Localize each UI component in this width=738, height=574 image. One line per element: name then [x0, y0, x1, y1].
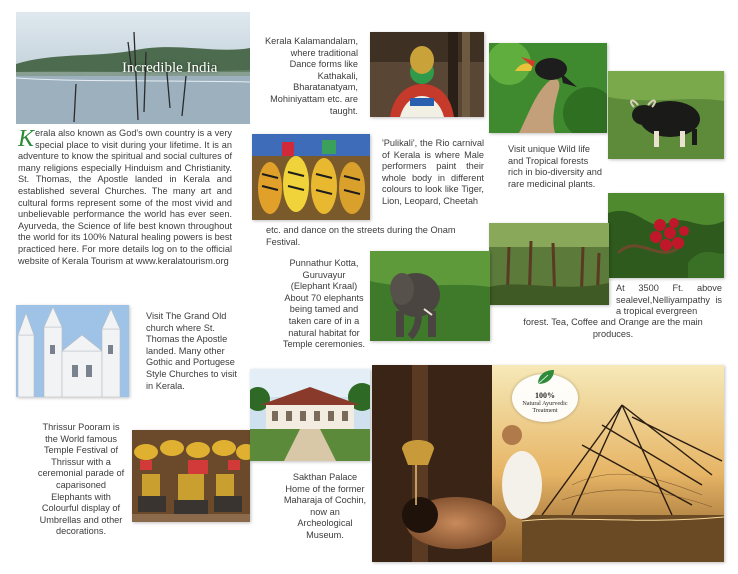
- natural-ayurvedic-badge: [512, 374, 578, 422]
- pulikali-caption-cont: etc. and dance on the streets during the Onam Festival.: [266, 225, 456, 247]
- badge-line3: Treatment: [532, 407, 558, 414]
- hero-title: Incredible India: [122, 60, 218, 76]
- bison-photo: [608, 71, 724, 159]
- coffee-beans-photo: [608, 193, 724, 278]
- sakthan-palace-photo: [250, 369, 370, 461]
- punnathur-caption: Punnathur Kotta, Guruvayur (Elephant Kraal) About 70 elephants being tamed and taken care of in a natural habitat for Temple ceremonies.: [282, 258, 366, 350]
- ayurveda-fishing-nets-photo: [372, 365, 724, 562]
- church-photo: [16, 305, 129, 397]
- nelliyampathy-caption: At 3500 Ft. above sealevel,Nelliyampathy is a tropical evergreen: [616, 283, 722, 317]
- nelliyampathy-caption-cont: forest. Tea, Coffee and Orange are the main produces.: [523, 317, 703, 339]
- sakthan-caption: Sakthan Palace Home of the former Maharaja of Cochin, now an Archeological Museum.: [283, 472, 367, 540]
- elephant-photo: [370, 251, 490, 341]
- pooram-caption: Thrissur Pooram is the World famous Temple Festival of Thrissur with a ceremonial parade of caparisoned Elephants with Colourful display of Umbrellas and other decorations.: [37, 422, 125, 537]
- church-caption: Visit The Grand Old church where St. Thomas the Apostle landed. Many other Gothic and Portugese Style Churches to visit in Kerala.: [146, 311, 237, 391]
- leaf-icon: [536, 370, 556, 384]
- kathakali-photo: [370, 32, 484, 117]
- pulikali-photo: [252, 134, 370, 220]
- hornbill-photo: [489, 43, 607, 133]
- intro-text: erala also known as God's own country is a very special place to visit during your lifetime. It is an adventure to know the spiritual and social cultures of many religions especially Hinduism and Christianity. St. Thomas, the Apostle landed in Kerala and established several Churches. The many art and cultural forms represent some of the most vivid and unbelievable performance the world has ever seen. Ayurveda, the Science of life best known throughout the world for its 100% Natural healing powers is best practiced here. For more details log on to the official website of Kerala Tourism at www.keralatourism.org: [18, 128, 232, 266]
- badge-line2: Natural Ayurvedic: [522, 400, 568, 407]
- lake-hero-photo: [16, 12, 250, 124]
- drop-cap: K: [18, 126, 35, 152]
- thrissur-pooram-photo: [132, 430, 250, 522]
- wildlife-caption: Visit unique Wild life and Tropical forests rich in bio-diversity and rare medicinal plants.: [508, 144, 602, 189]
- kalamandalam-caption: Kerala Kalamandalam, where traditional Dance forms like Kathakali, Bharatanatyam, Mohiniyattam etc. are taught.: [265, 36, 358, 116]
- tropical-forest-photo: [489, 223, 609, 305]
- badge-line1: 100%: [535, 391, 555, 400]
- pulikali-caption: 'Pulikali', the Rio carnival of Kerala is where Male performers paint their whole body in different colours to look like Tiger, Lion, Leopard, Cheetah: [382, 138, 484, 206]
- intro-paragraph: [18, 128, 232, 267]
